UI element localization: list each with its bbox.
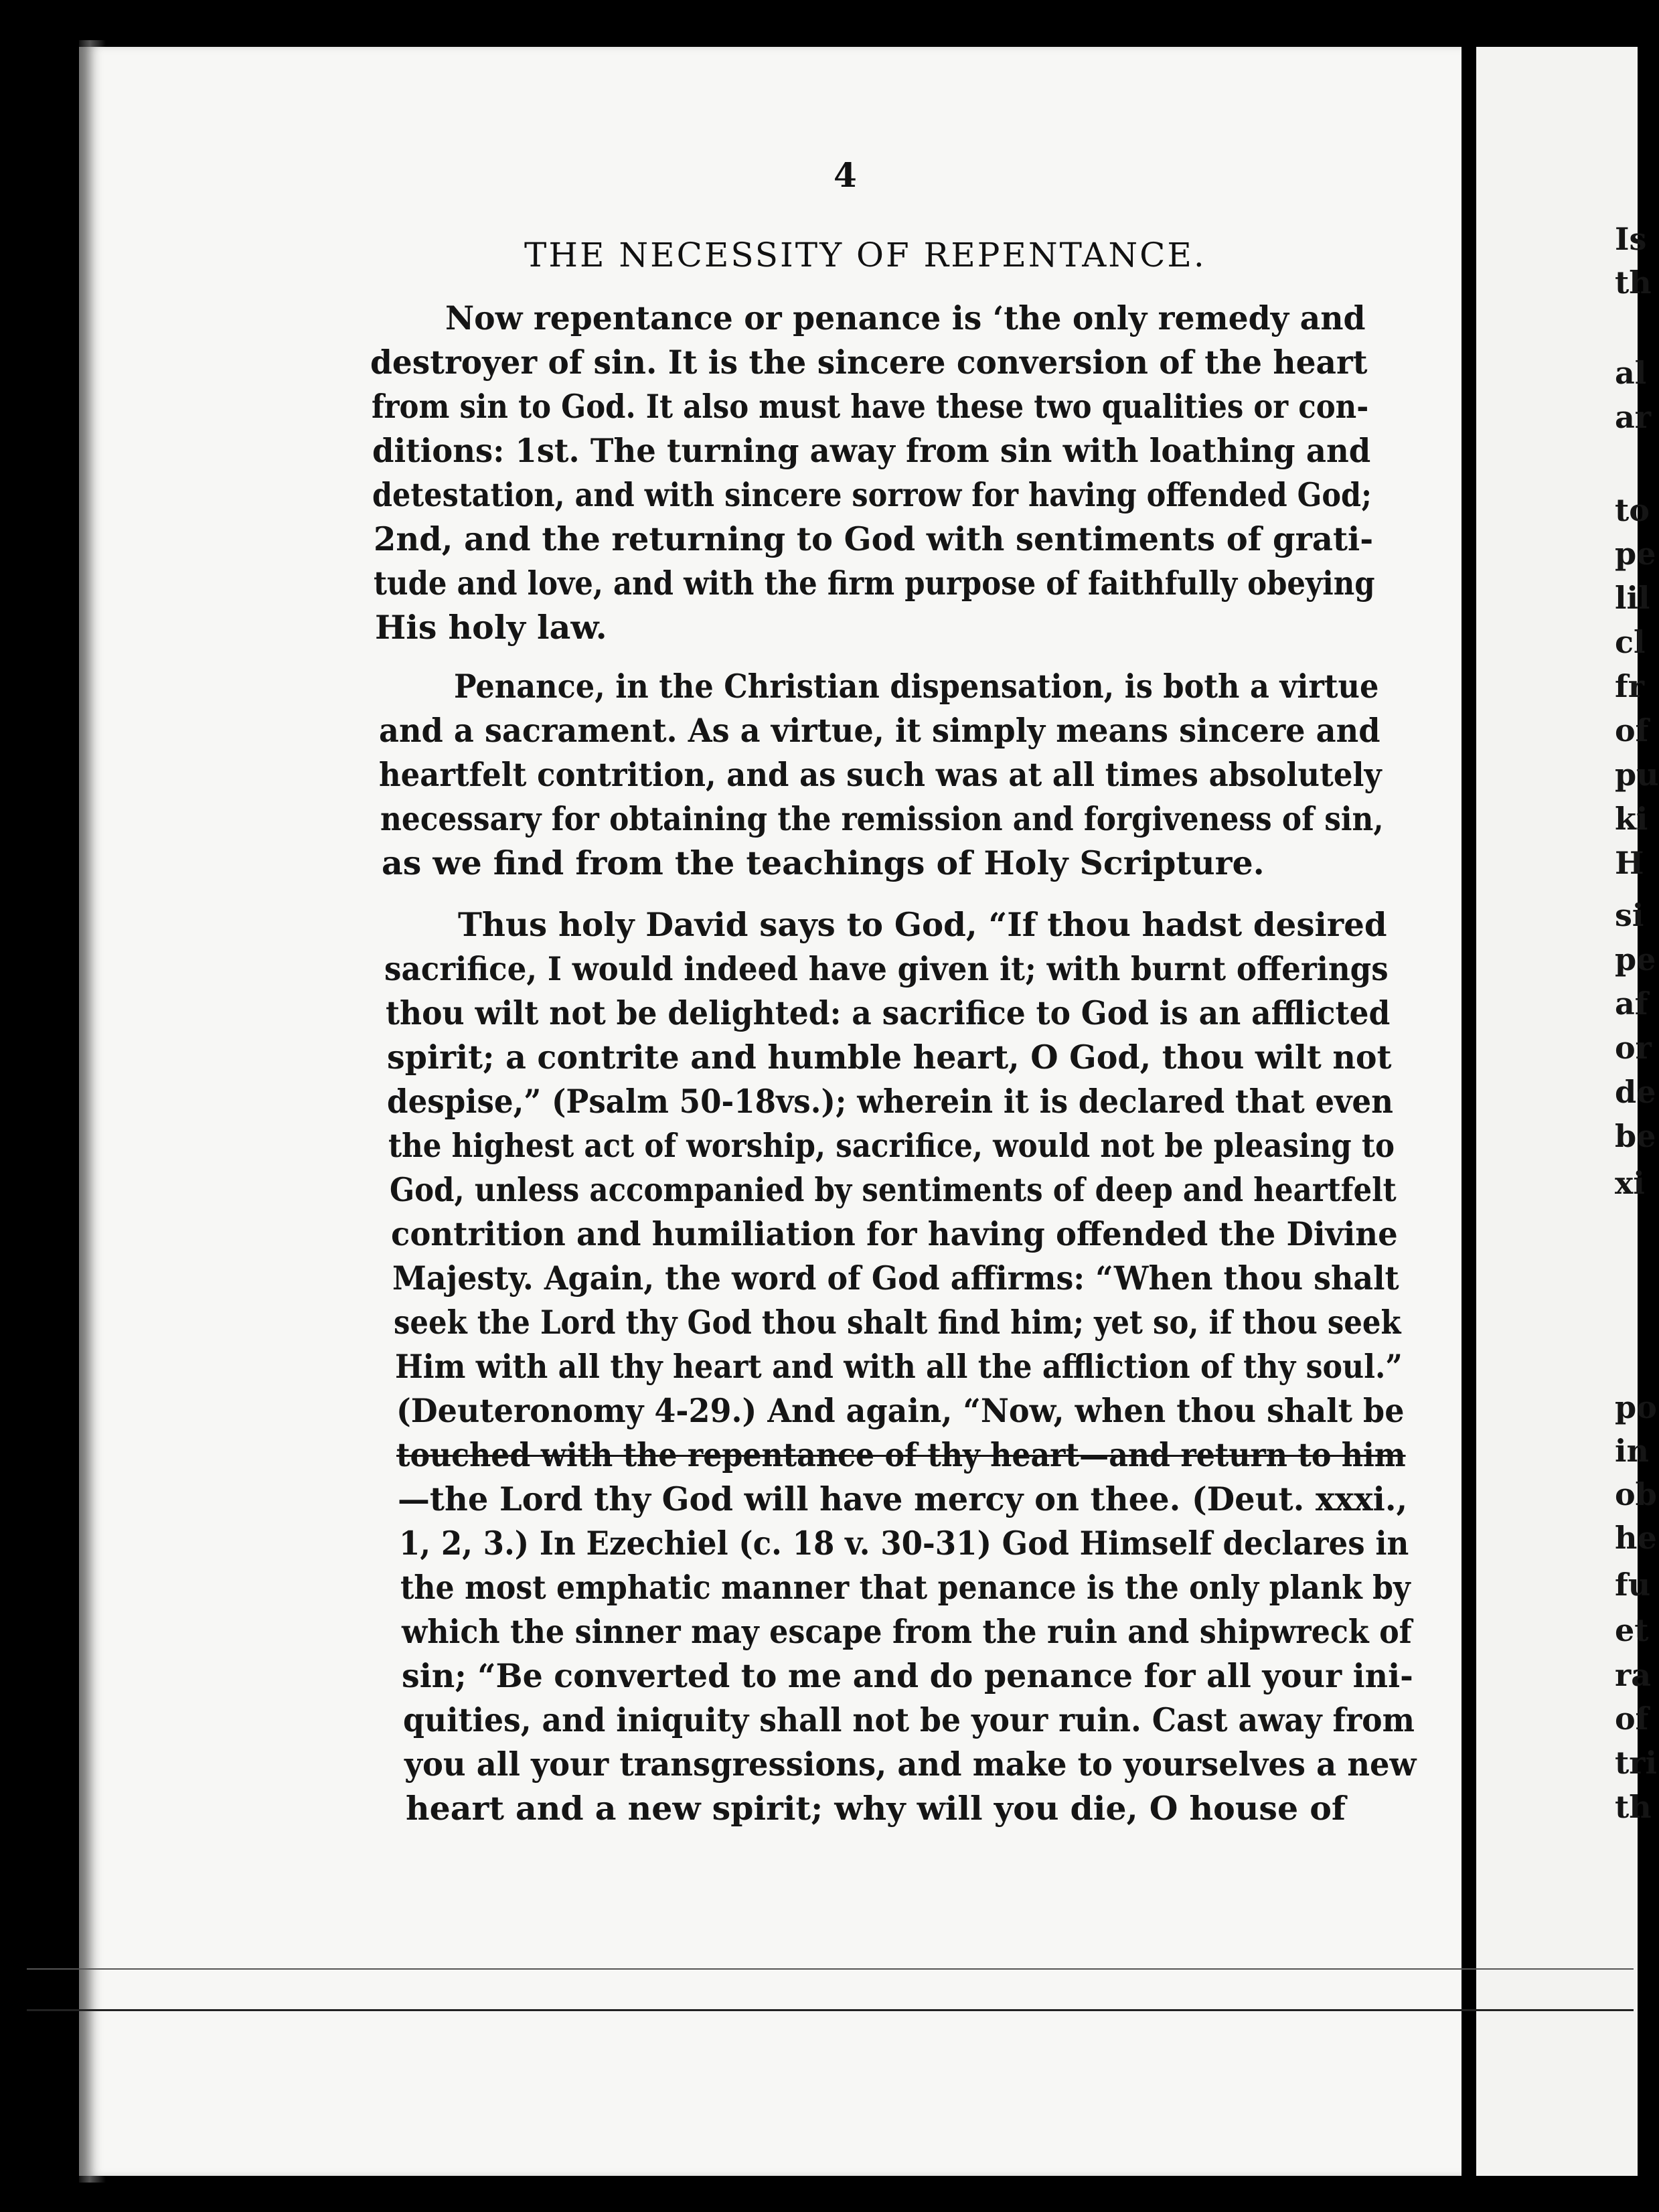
text-line: spirit; a contrite and humble heart, O God, thou wilt not: [387, 1038, 1392, 1077]
adjacent-fragment: to: [1615, 492, 1650, 528]
text-line: which the sinner may escape from the ruin and shipwreck of: [402, 1612, 1412, 1651]
text-line: ditions: 1st. The turning away from sin with loathing and: [372, 431, 1371, 470]
text-line: seek the Lord thy God thou shalt find him; yet so, if thou seek: [394, 1303, 1401, 1342]
adjacent-fragment: po: [1615, 1389, 1657, 1425]
text-line: despise,” (Psalm 50-18vs.); wherein it is declared that even: [387, 1082, 1393, 1121]
text-line: tude and love, and with the firm purpose of faithfully obeying: [374, 564, 1375, 603]
text-line: you all your transgressions, and make to yourselves a new: [404, 1745, 1417, 1784]
adjacent-fragment: Is: [1615, 221, 1647, 257]
adjacent-fragment: af: [1615, 985, 1648, 1022]
adjacent-page-edge: [1476, 47, 1638, 2176]
adjacent-fragment: pu: [1615, 757, 1659, 793]
text-line: thou wilt not be delighted: a sacrifice to God is an afflicted: [386, 994, 1391, 1032]
chapter-title: THE NECESSITY OF REPENTANCE.: [524, 236, 1206, 274]
text-line: as we find from the teachings of Holy Scripture.: [382, 844, 1265, 882]
adjacent-fragment: be: [1615, 1118, 1656, 1154]
adjacent-fragment: fu: [1615, 1567, 1651, 1603]
adjacent-fragment: tri: [1615, 1745, 1657, 1781]
adjacent-fragment: th: [1615, 264, 1652, 301]
text-line: Now repentance or penance is ‘the only remedy and: [445, 299, 1366, 337]
text-line: detestation, and with sincere sorrow for having offended God;: [372, 475, 1372, 514]
adjacent-fragment: H: [1615, 845, 1644, 881]
adjacent-fragment: of: [1615, 712, 1649, 748]
adjacent-fragment: ra: [1615, 1657, 1652, 1693]
text-line: contrition and humiliation for having offended the Divine: [391, 1214, 1398, 1253]
adjacent-fragment: ki: [1615, 801, 1648, 837]
text-line: God, unless accompanied by sentiments of deep and heartfelt: [390, 1170, 1397, 1209]
adjacent-fragment: or: [1615, 1030, 1652, 1066]
text-line: Penance, in the Christian dispensation, is both a virtue: [454, 667, 1379, 706]
adjacent-fragment: of: [1615, 1701, 1649, 1737]
text-line: 2nd, and the returning to God with sentiments of grati-: [374, 520, 1374, 558]
adjacent-fragment: in: [1615, 1433, 1649, 1469]
adjacent-fragment: fr: [1615, 668, 1645, 704]
adjacent-fragment: ob: [1615, 1476, 1657, 1512]
adjacent-fragment: lil: [1615, 580, 1650, 616]
text-line: heart and a new spirit; why will you die, O house of: [406, 1789, 1346, 1828]
text-line: and a sacrament. As a virtue, it simply means sincere and: [379, 711, 1380, 750]
adjacent-fragment: de: [1615, 1074, 1656, 1110]
adjacent-fragment: pe: [1615, 941, 1656, 977]
text-line: touched with the repentance of thy heart—and return to him: [396, 1435, 1406, 1474]
adjacent-fragment: cl: [1615, 624, 1646, 660]
adjacent-fragment: al: [1615, 355, 1647, 391]
adjacent-fragment: xi: [1615, 1165, 1645, 1201]
text-line: —the Lord thy God will have mercy on thee. (Deut. xxxi.,: [398, 1480, 1408, 1518]
text-line: Him with all thy heart and with all the affliction of thy soul.”: [395, 1347, 1403, 1386]
text-line: His holy law.: [375, 608, 607, 647]
adjacent-fragment: si: [1615, 897, 1644, 933]
text-line: Thus holy David says to God, “If thou hadst desired: [458, 905, 1387, 944]
text-line: quities, and iniquity shall not be your ruin. Cast away from: [403, 1701, 1415, 1739]
text-line: the highest act of worship, sacrifice, would not be pleasing to: [388, 1126, 1395, 1165]
adjacent-fragment: he: [1615, 1520, 1657, 1556]
text-line: the most emphatic manner that penance is the only plank by: [400, 1568, 1411, 1607]
text-line: necessary for obtaining the remission and forgiveness of sin,: [380, 799, 1384, 838]
page-number: 4: [834, 155, 857, 195]
scan-artifact-line: [27, 1968, 1634, 1970]
text-line: sacrifice, I would indeed have given it; with burnt offerings: [384, 949, 1389, 988]
text-line: (Deuteronomy 4-29.) And again, “Now, when thou shalt be: [396, 1391, 1405, 1430]
text-line: heartfelt contrition, and as such was at all times absolutely: [379, 755, 1382, 794]
text-line: from sin to God. It also must have these two qualities or con-: [372, 387, 1369, 426]
text-line: 1, 2, 3.) In Ezechiel (c. 18 v. 30-31) God Himself declares in: [399, 1524, 1409, 1563]
scan-artifact-line: [27, 2009, 1634, 2011]
text-line: Majesty. Again, the word of God affirms: “When thou shalt: [392, 1259, 1399, 1297]
text-line: destroyer of sin. It is the sincere conversion of the heart: [370, 343, 1368, 382]
adjacent-fragment: pe: [1615, 536, 1656, 572]
adjacent-fragment: ar: [1615, 399, 1652, 435]
adjacent-fragment: th: [1615, 1789, 1652, 1825]
text-line: sin; “Be converted to me and do penance for all your ini-: [402, 1656, 1413, 1695]
adjacent-fragment: et: [1615, 1612, 1649, 1648]
